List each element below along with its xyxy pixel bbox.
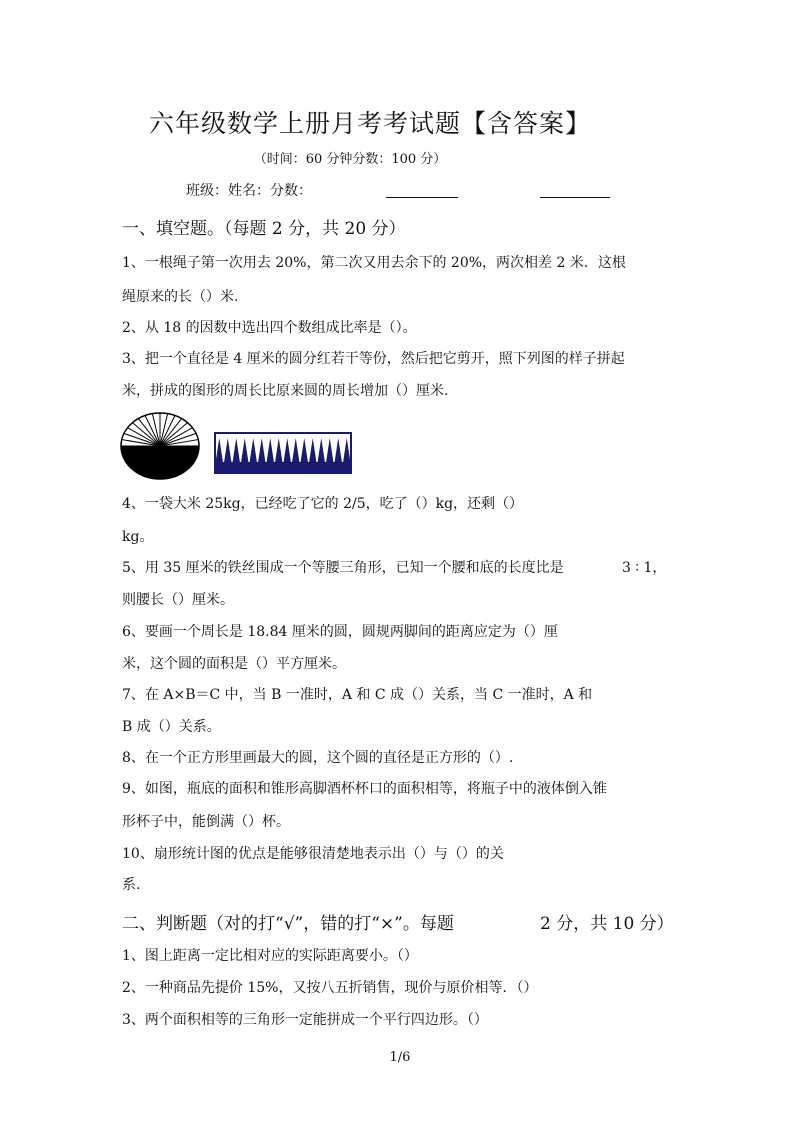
question-line: B 成（）关系。: [122, 719, 221, 735]
question-line: 3、两个面积相等的三角形一定能拼成一个平行四边形。（）: [122, 1012, 488, 1028]
student-info-line: 班级：姓名：分数：: [186, 183, 312, 199]
question-line: 则腰长（）厘米。: [122, 592, 234, 608]
circle-sectors-figure: [118, 410, 202, 482]
question-line: 10、扇形统计图的优点是能够很清楚地表示出（）与（）的关: [122, 846, 504, 862]
question-line: 7、在 A×B＝C 中，当 B 一准时，A 和 C 成（）关系，当 C 一准时，A 和: [122, 687, 593, 703]
question-line: 形杯子中，能倒满（）杯。: [122, 814, 290, 830]
ratio-text: 3 ∶ 1，: [622, 560, 667, 576]
page-title: 六年级数学上册月考考试题【含答案】: [148, 109, 591, 138]
question-line: 1、一根绳子第一次用去 20%，第二次又用去余下的 20%，两次相差 2 米．这根: [122, 255, 626, 271]
question-line: 2、一种商品先提价 15%，又按八五折销售，现价与原价相等．（）: [122, 980, 538, 996]
page-number: 1/6: [389, 1050, 411, 1065]
question-line: 9、如图，瓶底的面积和锥形高脚酒杯杯口的面积相等，将瓶子中的液体倒入锥: [122, 781, 607, 797]
question-line: 绳原来的长（）米.: [122, 289, 239, 305]
exam-subtitle: （时间：60 分钟分数：100 分）: [253, 152, 447, 167]
question-line: 4、一袋大米 25kg，已经吃了它的 2/5，吃了（）kg，还剩（）: [122, 496, 524, 512]
section-fill-blank-heading: 一、填空题。（每题 2 分，共 20 分）: [122, 219, 406, 239]
section-true-false-points: 2 分，共 10 分）: [540, 914, 674, 934]
question-line: 3、把一个直径是 4 厘米的圆分红若干等份，然后把它剪开，照下列图的样子拼起: [122, 351, 625, 367]
question-line: 2、从 18 的因数中选出四个数组成比率是（）。: [122, 320, 417, 336]
question-line: 6、要画一个周长是 18.84 厘米的圆，圆规两脚间的距离应定为（）厘: [122, 624, 558, 640]
question-line: 米，拼成的图形的周长比原来圆的周长增加（）厘米.: [122, 383, 449, 399]
score-blank: [540, 197, 610, 198]
question-line: 1、图上距离一定比相对应的实际距离要小。（）: [122, 948, 418, 964]
name-blank: [386, 197, 458, 198]
question-line: 系.: [122, 877, 141, 893]
question-line: 米，这个圆的面积是（）平方厘米。: [122, 656, 346, 672]
rearranged-strip-figure: [214, 432, 354, 476]
question-line: 5、用 35 厘米的铁丝围成一个等腰三角形，已知一个腰和底的长度比是: [122, 560, 564, 576]
question-line: 8、在一个正方形里画最大的圆，这个圆的直径是正方形的（）.: [122, 750, 514, 766]
question-line: kg。: [122, 529, 154, 545]
section-true-false-heading: 二、判断题（对的打“√”，错的打“×”。每题: [122, 914, 454, 934]
